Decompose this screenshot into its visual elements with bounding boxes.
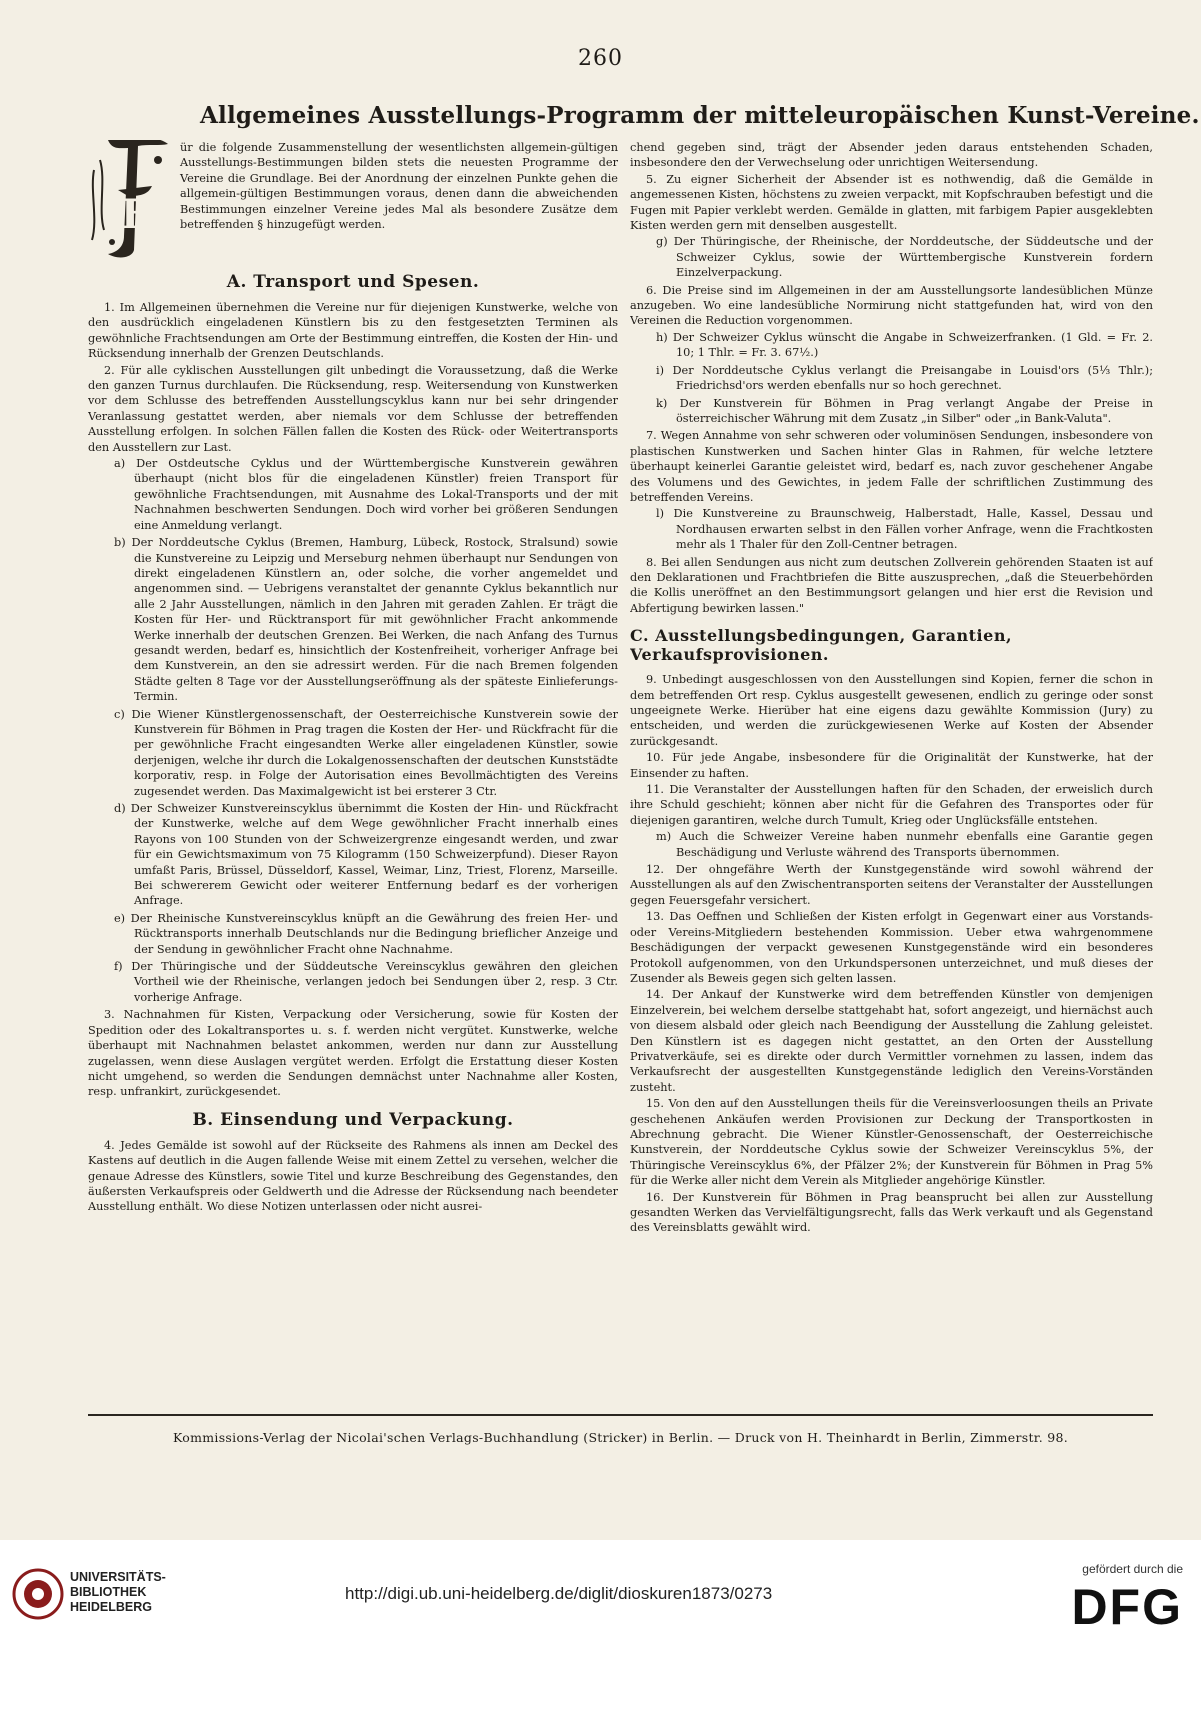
dfg-logo: DFG bbox=[1071, 1579, 1183, 1635]
university-seal-icon bbox=[12, 1568, 64, 1620]
addendum-l: l) Die Kunstvereine zu Braunschweig, Halberstadt, Halle, Kassel, Dessau und Nordhausen erwarten selbst in den Fällen vorher Anfrage, wenn die Frachtkosten mehr als 1 Thaler für den Zoll-Centner betragen. bbox=[656, 507, 1153, 552]
addendum-c: c) Die Wiener Künstlergenossenschaft, der Oesterreichische Kunstverein sowie der Kunstverein für Böhmen in Prag tragen die Kosten der Her- und Rückfracht für die per gewöhnliche Fracht eingesandten Werke aller eingeladenen Künstler, sowie derjenigen, welche ihr durch die Lokalgenossenschaften der deutschen Kunststädte korporativ, resp. in Folge der Autorisation eines Bevollmächtigten des Vereins zugesendet werden. Das Maximalgewicht ist bei ersterer 3 Ctr. bbox=[114, 707, 618, 798]
decorated-initial-icon bbox=[88, 140, 172, 262]
source-url-link[interactable]: http://digi.ub.uni-heidelberg.de/diglit/dioskuren1873/0273 bbox=[345, 1584, 773, 1603]
addendum-g: g) Der Thüringische, der Rheinische, der Norddeutsche, der Süddeutsche und der Schweizer Cyklus, sowie der Württembergische Kunstverein fordern Einzelverpackung. bbox=[656, 235, 1153, 280]
page-number: 260 bbox=[578, 46, 623, 71]
paragraph-9: 9. Unbedingt ausgeschlossen von den Ausstellungen sind Kopien, ferner die schon in dem betreffenden Ort resp. Cyklus ausgestellt gewesenen, endlich zu geringe oder sonst ungeeignete Werke. Hierüber hat eine eigens dazu gewählte Kommission (Jury) zu entscheiden, und werden die zurückgewiesenen Werke auf Kosten der Absender zurückgesandt. bbox=[630, 673, 1153, 748]
left-column bbox=[88, 140, 618, 1410]
paragraph-13: 13. Das Oeffnen und Schließen der Kisten erfolgt in Gegenwart einer aus Vorstands- oder Vereins-Mitgliedern bestehenden Kommission. Ueber etwa wahrgenommene Beschädigungen der verpackt gewesenen Kunstgegenstände wird ein besonderes Protokoll aufgenommen, von den Urkundspersonen unterzeichnet, und muß dieses der Zusender als Beweis gegen sich gelten lassen. bbox=[630, 910, 1153, 985]
sponsor-label: gefördert durch die bbox=[1082, 1562, 1183, 1576]
right-column bbox=[630, 140, 1153, 1410]
paragraph-2: 2. Für alle cyklischen Ausstellungen gilt unbedingt die Voraussetzung, daß die Werke den ganzen Turnus durchlaufen. Die Rücksendung, resp. Weitersendung von Kunstwerken vor dem Schlusse des betreffenden Ausstellungscyklus kann nur bei sehr dringender Veranlassung gestattet werden, aber niemals vor dem Schlusse der betreffenden Ausstellung erfolgen. In solchen Fällen fallen die Kosten des Rück- oder Weitertransports den Ausstellern zur Last. bbox=[88, 363, 618, 454]
section-b-heading: B. Einsendung und Verpackung. bbox=[192, 1109, 514, 1130]
addendum-h: h) Der Schweizer Cyklus wünscht die Angabe in Schweizerfranken. (1 Gld. = Fr. 2. 10; 1 Thlr. = Fr. 3. 67½.) bbox=[656, 330, 1153, 360]
addendum-f: f) Der Thüringische und der Süddeutsche Vereinscyklus gewähren den gleichen Vortheil wie der Rheinische, verlangen jedoch bei Sendungen über 2, resp. 3 Ctr. vorherige Anfrage. bbox=[114, 960, 618, 1004]
digitization-footer bbox=[0, 1540, 1201, 1725]
addendum-m: m) Auch die Schweizer Vereine haben nunmehr ebenfalls eine Garantie gegen Beschädigung und Verluste während des Transports übernommen. bbox=[656, 830, 1153, 859]
university-library-name: UNIVERSITÄTS- BIBLIOTHEK HEIDELBERG bbox=[70, 1570, 166, 1614]
paragraph-16: 16. Der Kunstverein für Böhmen in Prag beansprucht bei allen zur Ausstellung gesandten Werken das Vervielfältigungsrecht, falls das Werk verkauft und als Gegenstand des Vereinsblatts gewählt wird. bbox=[630, 1190, 1153, 1235]
paragraph-7: 7. Wegen Annahme von sehr schweren oder voluminösen Sendungen, insbesondere von plastischen Kunstwerken und Sachen hinter Glas in Rahmen, für welche letztere überhaupt keinerlei Garantie geleistet wird, bedarf es, nach zuvor geschehener Angabe des Volumens und des Gewichtes, in jedem Falle der schriftlichen Zustimmung des betreffenden Vereins. bbox=[630, 429, 1153, 504]
addendum-e: e) Der Rheinische Kunstvereinscyklus knüpft an die Gewährung des freien Her- und Rücktransports innerhalb Deutschlands nur die Bedingung brieflicher Anzeige und der Sendung in gewöhnlicher Fracht ohne Nachnahme. bbox=[114, 911, 618, 956]
addendum-k: k) Der Kunstverein für Böhmen in Prag verlangt Angabe der Preise in österreichischer Währung mit dem Zusatz „in Silber" oder „in Bank-Valuta". bbox=[656, 396, 1153, 425]
paragraph-5: 5. Zu eigner Sicherheit der Absender ist es nothwendig, daß die Gemälde in angemessenen Kisten, höchstens zu zweien verpackt, mit Kopfschrauben befestigt und die Fugen mit Papier verklebt werden. Gemälde in glatten, mit farbigem Papier ausgeklebten Kisten werden gern mit denselben ausgestellt. bbox=[630, 172, 1153, 233]
paragraph-3: 3. Nachnahmen für Kisten, Verpackung oder Versicherung, sowie für Kosten der Spedition oder des Lokaltransportes u. s. f. werden nicht vergütet. Kunstwerke, welche überhaupt mit Nachnahmen belastet ankommen, werden nur dann zur Ausstellung zugelassen, wenn diese Auslagen vergütet werden. Erfolgt die Erstattung dieser Kosten nicht umgehend, so werden die Sendungen demnächst unter Nachnahme aller Kosten, resp. unfrankirt, zurückgesendet. bbox=[88, 1008, 618, 1099]
intro-text: ür die folgende Zusammenstellung der wesentlichsten allgemein-gültigen Ausstellungs-Bestimmungen bilden stets die neuesten Programme der Vereine die Grundlage. Bei der Anordnung der einzelnen Punkte gehen die allgemein-gültigen Bestimmungen voraus, denen dann die abweichenden Bestimmungen einzelner Vereine jedes Mal als besondere Zusätze dem betreffenden § hinzugefügt werden. bbox=[180, 141, 618, 232]
paragraph-1: 1. Im Allgemeinen übernehmen die Vereine nur für diejenigen Kunstwerke, welche von den ausdrücklich eingeladenen Künstlern bis zu den festgesetzten Terminen als gewöhnliche Frachtsendungen am Orte der Bestimmung eintreffen, die Kosten der Hin- und Rücksendung innerhalb der Grenzen Deutschlands. bbox=[88, 301, 618, 361]
addendum-d: d) Der Schweizer Kunstvereinscyklus übernimmt die Kosten der Hin- und Rückfracht der Kunstwerke, welche auf dem Wege gewöhnlicher Fracht innerhalb eines Rayons von 100 Stunden von der Schweizergrenze eingesandt werden, und zwar für ein Gewichtsmaximum von 75 Kilogramm (150 Schweizerpfund). Dieser Rayon umfaßt Paris, Brüssel, Düsseldorf, Kassel, Weimar, Linz, Triest, Florenz, Marseille. Bei schwererem Gewicht oder weiterer Entfernung bedarf es der vorherigen Anfrage. bbox=[114, 802, 618, 908]
paragraph-4-continued: chend gegeben sind, trägt der Absender jeden daraus entstehenden Schaden, insbesondere den der Verwechselung oder unrichtigen Weitersendung. bbox=[630, 141, 1153, 170]
paragraph-14: 14. Der Ankauf der Kunstwerke wird dem betreffenden Künstler von demjenigen Einzelverein, bei welchem derselbe stattgehabt hat, sofort angezeigt, und hiernächst auch von diesem alsbald oder gleich nach Beendigung der Ausstellung die Zahlung geleistet. Den Künstlern ist es dagegen nicht gestattet, an den Orten der Ausstellung Privatverkäufe, sei es direkte oder durch Vermittler vornehmen zu lassen, indem das Verkaufsrecht der ausgestellten Kunstgegenstände lediglich den Vereins-Vorständen zusteht. bbox=[630, 988, 1153, 1094]
addendum-i: i) Der Norddeutsche Cyklus verlangt die Preisangabe in Louisd'ors (5⅓ Thlr.); Friedrichsd'ors werden ebenfalls nur so hoch gerechnet. bbox=[656, 363, 1153, 393]
paragraph-12: 12. Der ohngefähre Werth der Kunstgegenstände wird sowohl während der Ausstellungen als auf den Zwischentransporten seitens der Veranstalter der Ausstellungen gegen Feuersgefahr versichert. bbox=[630, 863, 1153, 907]
paragraph-6: 6. Die Preise sind im Allgemeinen in der am Ausstellungsorte landesüblichen Münze anzugeben. Wo eine landesübliche Normirung nicht stattgefunden hat, wird von den Vereinen die Reduction vorgenommen. bbox=[630, 283, 1153, 328]
intro-block bbox=[88, 140, 618, 262]
paragraph-4: 4. Jedes Gemälde ist sowohl auf der Rückseite des Rahmens als innen am Deckel des Kastens auf deutlich in die Augen fallende Weise mit einem Zettel zu versehen, welcher die genaue Adresse des Künstlers, sowie Titel und kurze Beschreibung des Gegenstandes, den äußersten Verkaufspreis oder Geldwerth und die Adresse der Rücksendung nach beendeter Ausstellung enthält. Wo diese Notizen unterlassen oder nicht ausrei- bbox=[88, 1138, 618, 1214]
addendum-b: b) Der Norddeutsche Cyklus (Bremen, Hamburg, Lübeck, Rostock, Stralsund) sowie die Kunstvereine zu Leipzig und Merseburg nehmen überhaupt nur Sendungen von direkt eingeladenen Künstlern an, oder solche, die vorher angemeldet und angenommen sind. — Uebrigens veranstaltet der genannte Cyklus bekanntlich nur alle 2 Jahr Ausstellungen, nämlich in den Jahren mit geraden Zahlen. Er trägt die Kosten für Her- und Rücktransport für mit gewöhnlicher Fracht ankommende Werke innerhalb der deutschen Grenzen. Bei Werken, die nach Anfang des Turnus gesandt werden, bedarf es, hinsichtlich der Kostenfreiheit, vorheriger Anfrage bei dem Kunstverein, an den sie adressirt werden. Für die nach Bremen folgenden Städte gelten 8 Tage vor der Ausstellungseröffnung als der späteste Einlieferungs-Termin. bbox=[114, 536, 618, 704]
paragraph-8: 8. Bei allen Sendungen aus nicht zum deutschen Zollverein gehörenden Staaten ist auf den Deklarationen und Frachtbriefen die Bitte auszusprechen, „daß die Steuerbehörden die Kollis uneröffnet an den Bestimmungsort gelangen und hier erst die Revision und Abfertigung bewirken lassen." bbox=[630, 555, 1153, 615]
paragraph-11: 11. Die Veranstalter der Ausstellungen haften für den Schaden, der erweislich durch ihre Schuld geschieht; können aber nicht für die Gefahren des Transportes oder für diejenigen garantiren, welche durch Tumult, Krieg oder Unglücksfälle entstehen. bbox=[630, 783, 1153, 827]
paragraph-15: 15. Von den auf den Ausstellungen theils für die Vereinsverloosungen theils an Private geschehenen Ankäufen werden Provisionen zur Deckung der Transportkosten in Abrechnung gebracht. Die Wiener Künstler-Genossenschaft, der Oesterreichische Kunstverein, der Norddeutsche Cyklus sowie der Schweizer Vereinscyklus 5%, der Thüringische Vereinscyklus 6%, der Pfälzer 2%; der Kunstverein für Böhmen in Prag 5% für die Werke aller nicht dem Verein als Mitglieder angehörige Künstler. bbox=[630, 1097, 1153, 1188]
section-c-heading: C. Ausstellungsbedingungen, Garantien, Verkaufsprovisionen. bbox=[630, 626, 1013, 665]
section-a-heading: A. Transport und Spesen. bbox=[226, 272, 480, 292]
addendum-a: a) Der Ostdeutsche Cyklus und der Württembergische Kunstverein gewähren überhaupt (nicht blos für die eingeladenen Künstler) freien Transport für gewöhnliche Frachtsendungen, mit Ausnahme des Lokal-Transports und der mit Nachnahmen beschwerten Sendungen. Doch wird vorher bei größeren Sendungen eine Anmeldung verlangt. bbox=[114, 457, 618, 532]
page-title: Allgemeines Ausstellungs-Programm der mitteleuropäischen Kunst-Vereine. bbox=[200, 102, 1200, 129]
imprint-line: Kommissions-Verlag der Nicolai'schen Verlags-Buchhandlung (Stricker) in Berlin. — Druck von H. Theinhardt in Berlin, Zimmerstr. 98. bbox=[172, 1430, 1069, 1445]
initial-letter: F bbox=[120, 191, 150, 238]
imprint-divider bbox=[88, 1414, 1153, 1416]
paragraph-10: 10. Für jede Angabe, insbesondere für die Originalität der Kunstwerke, hat der Einsender zu haften. bbox=[630, 751, 1153, 780]
